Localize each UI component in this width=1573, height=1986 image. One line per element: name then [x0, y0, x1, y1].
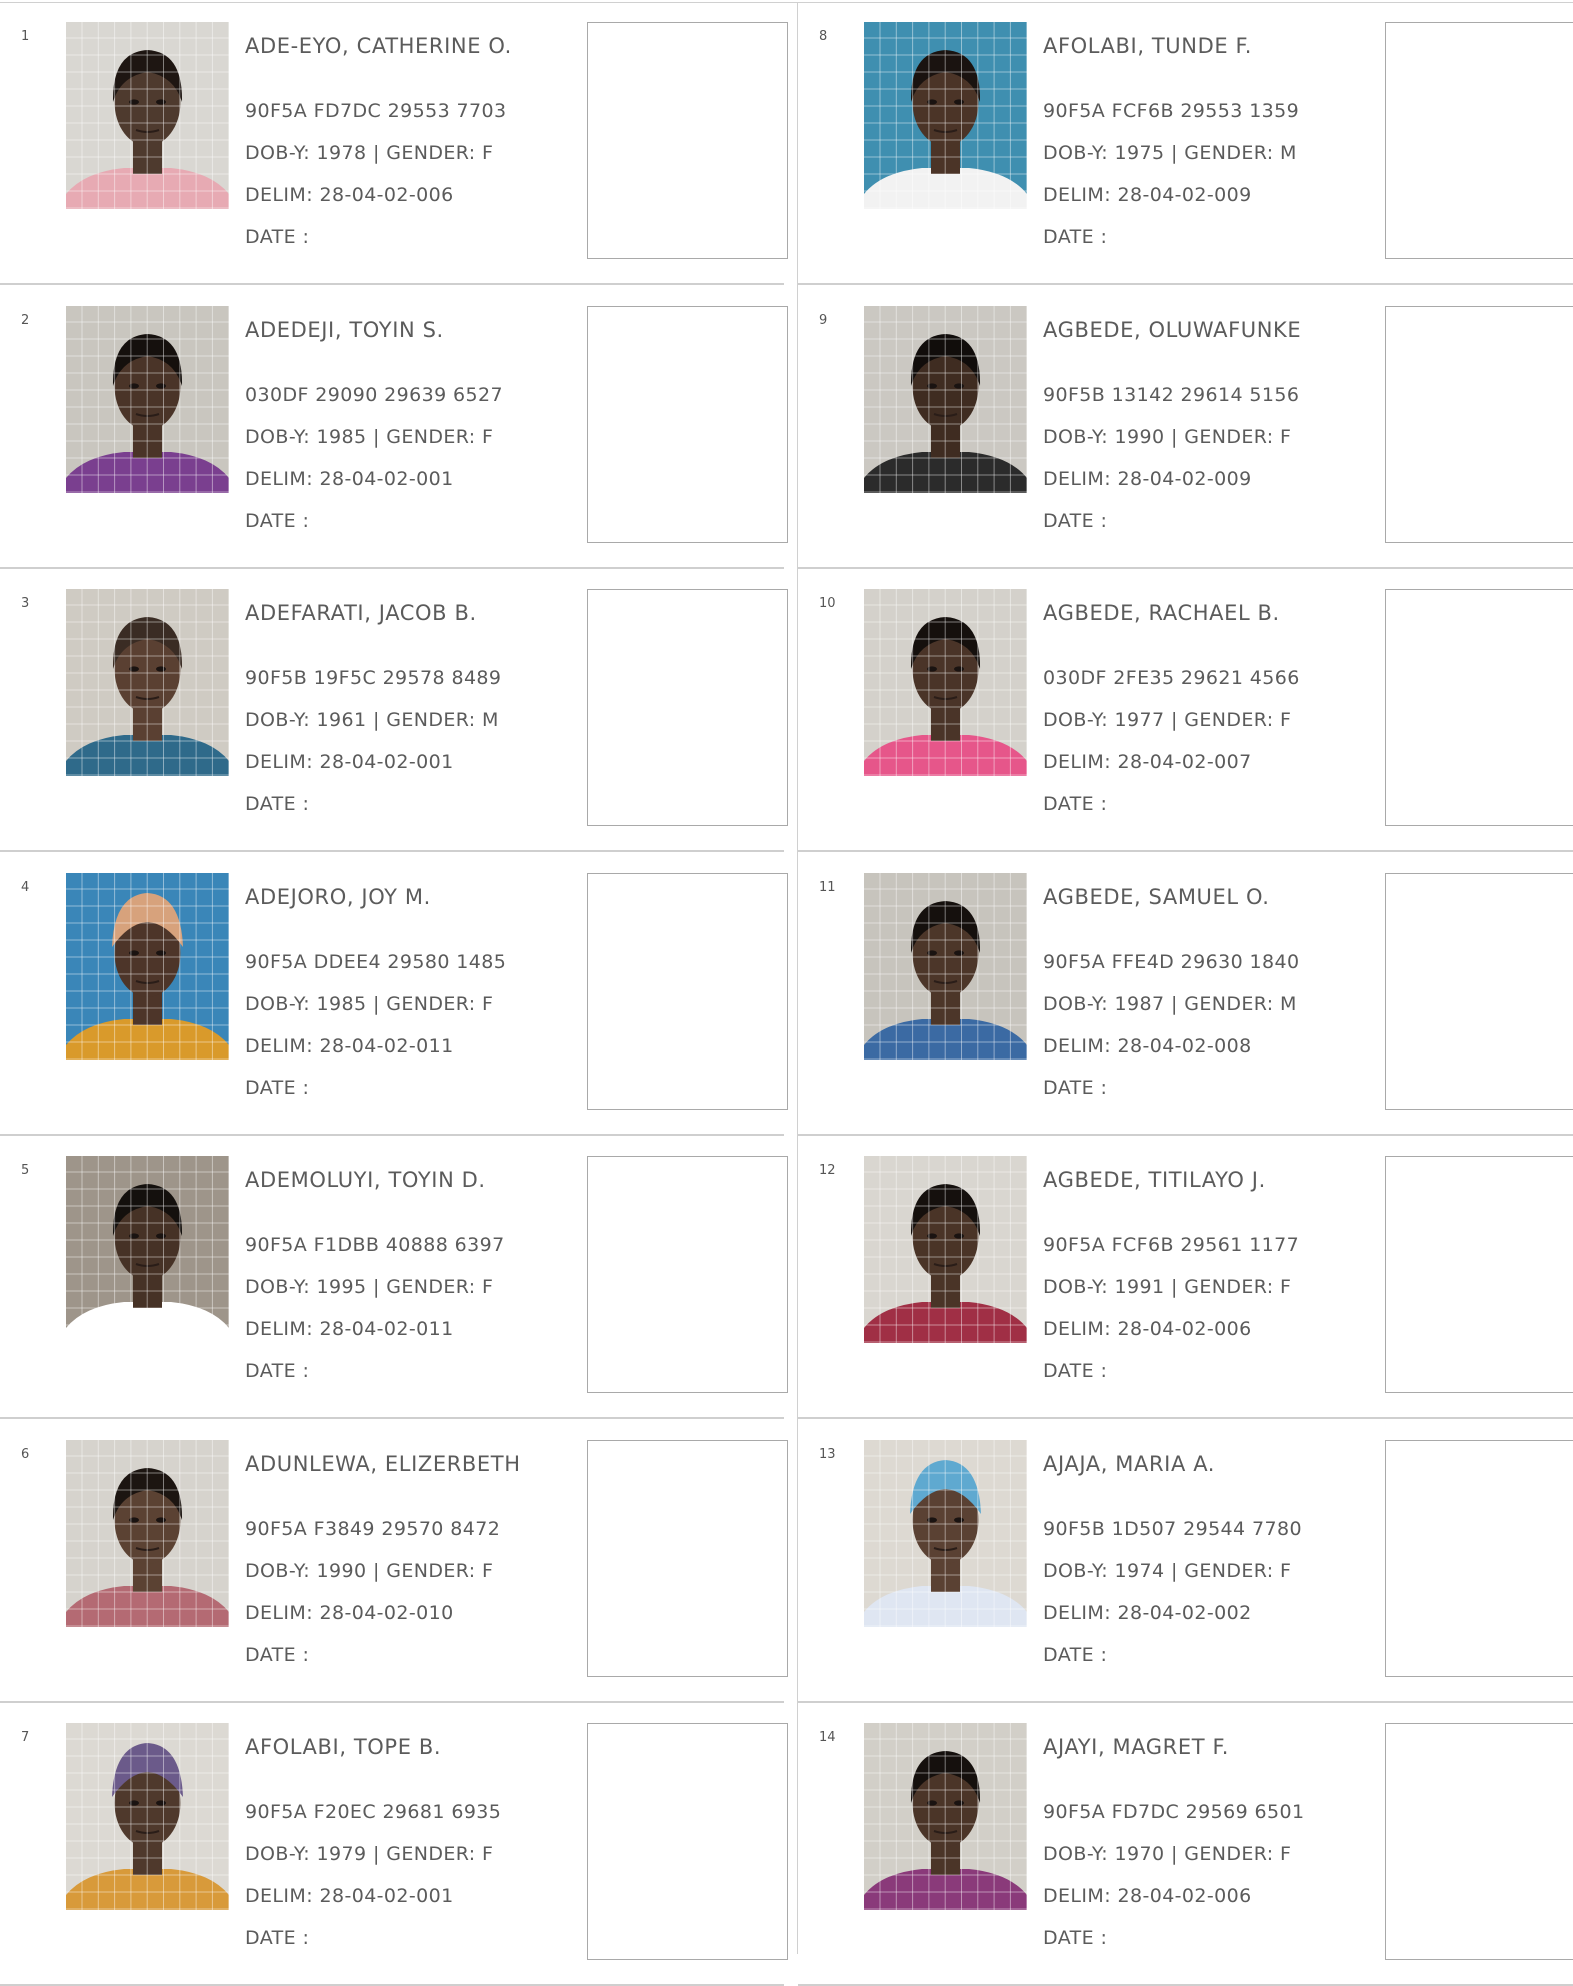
voter-name: ADE-EYO, CATHERINE O. — [245, 34, 512, 58]
delim-line: DELIM: 28-04-02-009 — [1043, 467, 1252, 490]
voter-photo — [66, 306, 229, 493]
voter-id-number: 030DF 2FE35 29621 4566 — [1043, 667, 1300, 689]
record-card — [798, 1137, 1573, 1419]
delim-line: DELIM: 28-04-02-001 — [245, 1885, 454, 1907]
record-card — [0, 1137, 784, 1419]
dob-gender-line: DOB-Y: 1970 | GENDER: F — [1043, 1843, 1292, 1865]
date-line: DATE : — [245, 1076, 310, 1099]
voter-name: ADUNLEWA, ELIZERBETH — [245, 1451, 521, 1476]
record-index: 8 — [819, 29, 828, 44]
voter-photo — [864, 306, 1027, 493]
signature-box — [587, 22, 788, 259]
record-index: 6 — [21, 1446, 30, 1462]
record-index: 4 — [21, 879, 30, 895]
voter-photo — [864, 589, 1027, 776]
record-card — [0, 287, 784, 569]
dob-gender-line: DOB-Y: 1985 | GENDER: F — [245, 425, 494, 448]
record-card — [798, 287, 1573, 569]
dob-gender-line: DOB-Y: 1979 | GENDER: F — [245, 1843, 494, 1865]
voter-id-number: 90F5A DDEE4 29580 1485 — [245, 950, 507, 973]
date-line: DATE : — [1043, 226, 1108, 248]
voter-photo — [864, 22, 1027, 209]
dob-gender-line: DOB-Y: 1978 | GENDER: F — [245, 142, 494, 164]
voter-photo — [66, 1723, 229, 1910]
voter-id-number: 90F5A FD7DC 29553 7703 — [245, 100, 507, 122]
delim-line: DELIM: 28-04-02-011 — [245, 1318, 454, 1340]
voter-photo — [66, 1440, 229, 1627]
record-index: 1 — [21, 29, 30, 44]
delim-line: DELIM: 28-04-02-006 — [1043, 1885, 1252, 1907]
voter-name: ADEJORO, JOY M. — [245, 884, 431, 909]
record-index: 5 — [21, 1163, 30, 1178]
signature-box — [587, 1440, 788, 1677]
voter-id-number: 90F5A F20EC 29681 6935 — [245, 1801, 502, 1823]
dob-gender-line: DOB-Y: 1987 | GENDER: M — [1043, 992, 1297, 1015]
signature-box — [1385, 1156, 1573, 1393]
voter-name: ADEDEJI, TOYIN S. — [245, 317, 444, 342]
voter-name: AGBEDE, OLUWAFUNKE — [1043, 317, 1302, 342]
voter-id-number: 90F5A FCF6B 29553 1359 — [1043, 100, 1300, 122]
date-line: DATE : — [245, 793, 310, 815]
record-card — [0, 854, 784, 1136]
voter-name: AFOLABI, TOPE B. — [245, 1735, 442, 1759]
delim-line: DELIM: 28-04-02-009 — [1043, 184, 1252, 206]
voter-id-number: 90F5A F3849 29570 8472 — [245, 1517, 501, 1540]
date-line: DATE : — [1043, 1643, 1108, 1666]
dob-gender-line: DOB-Y: 1974 | GENDER: F — [1043, 1559, 1292, 1582]
record-index: 14 — [819, 1730, 836, 1745]
signature-box — [1385, 306, 1573, 543]
signature-box — [1385, 873, 1573, 1110]
voter-name: AJAYI, MAGRET F. — [1043, 1735, 1230, 1759]
voter-photo — [864, 1156, 1027, 1343]
date-line: DATE : — [245, 1927, 310, 1949]
delim-line: DELIM: 28-04-02-008 — [1043, 1034, 1252, 1057]
record-card — [798, 1421, 1573, 1703]
record-card — [798, 854, 1573, 1136]
dob-gender-line: DOB-Y: 1985 | GENDER: F — [245, 992, 494, 1015]
delim-line: DELIM: 28-04-02-002 — [1043, 1601, 1252, 1624]
record-card — [0, 3, 784, 285]
voter-photo — [66, 1156, 229, 1343]
voter-name: ADEMOLUYI, TOYIN D. — [245, 1168, 486, 1192]
dob-gender-line: DOB-Y: 1961 | GENDER: M — [245, 709, 499, 731]
record-index: 12 — [819, 1163, 836, 1178]
date-line: DATE : — [245, 1360, 310, 1382]
signature-box — [587, 589, 788, 826]
dob-gender-line: DOB-Y: 1990 | GENDER: F — [1043, 425, 1292, 448]
voter-id-number: 90F5B 1D507 29544 7780 — [1043, 1517, 1302, 1540]
date-line: DATE : — [1043, 793, 1108, 815]
date-line: DATE : — [1043, 1076, 1108, 1099]
delim-line: DELIM: 28-04-02-006 — [1043, 1318, 1252, 1340]
signature-box — [587, 1156, 788, 1393]
date-line: DATE : — [245, 509, 310, 532]
dob-gender-line: DOB-Y: 1991 | GENDER: F — [1043, 1276, 1292, 1298]
record-index: 7 — [21, 1730, 30, 1745]
date-line: DATE : — [1043, 1360, 1108, 1382]
voter-name: ADEFARATI, JACOB B. — [245, 601, 477, 625]
signature-box — [587, 1723, 788, 1960]
signature-box — [1385, 22, 1573, 259]
signature-box — [587, 873, 788, 1110]
record-index: 2 — [21, 312, 30, 328]
voter-id-number: 90F5B 19F5C 29578 8489 — [245, 667, 502, 689]
voter-name: AGBEDE, RACHAEL B. — [1043, 601, 1280, 625]
delim-line: DELIM: 28-04-02-001 — [245, 751, 454, 773]
delim-line: DELIM: 28-04-02-010 — [245, 1601, 454, 1624]
signature-box — [587, 306, 788, 543]
record-index: 9 — [819, 312, 828, 328]
voter-name: AJAJA, MARIA A. — [1043, 1451, 1216, 1476]
record-index: 13 — [819, 1446, 836, 1462]
voter-name: AGBEDE, TITILAYO J. — [1043, 1168, 1266, 1192]
signature-box — [1385, 1723, 1573, 1960]
voter-id-number: 90F5A FD7DC 29569 6501 — [1043, 1801, 1305, 1823]
record-index: 10 — [819, 596, 836, 611]
voter-id-number: 90F5B 13142 29614 5156 — [1043, 383, 1300, 406]
voter-photo — [864, 1440, 1027, 1627]
record-index: 3 — [21, 596, 30, 611]
signature-box — [1385, 1440, 1573, 1677]
date-line: DATE : — [1043, 509, 1108, 532]
voter-id-number: 90F5A F1DBB 40888 6397 — [245, 1234, 505, 1256]
voter-id-number: 030DF 29090 29639 6527 — [245, 383, 503, 406]
record-card — [798, 3, 1573, 285]
dob-gender-line: DOB-Y: 1990 | GENDER: F — [245, 1559, 494, 1582]
delim-line: DELIM: 28-04-02-007 — [1043, 751, 1252, 773]
delim-line: DELIM: 28-04-02-006 — [245, 184, 454, 206]
record-card — [798, 1704, 1573, 1986]
voter-photo — [66, 873, 229, 1060]
delim-line: DELIM: 28-04-02-001 — [245, 467, 454, 490]
date-line: DATE : — [245, 1643, 310, 1666]
dob-gender-line: DOB-Y: 1995 | GENDER: F — [245, 1276, 494, 1298]
record-card — [0, 570, 784, 852]
record-index: 11 — [819, 879, 836, 895]
dob-gender-line: DOB-Y: 1977 | GENDER: F — [1043, 709, 1292, 731]
voter-id-number: 90F5A FCF6B 29561 1177 — [1043, 1234, 1300, 1256]
signature-box — [1385, 589, 1573, 826]
voter-photo — [864, 873, 1027, 1060]
voter-id-number: 90F5A FFE4D 29630 1840 — [1043, 950, 1300, 973]
record-card — [0, 1421, 784, 1703]
record-card — [0, 1704, 784, 1986]
voter-photo — [66, 22, 229, 209]
voter-photo — [864, 1723, 1027, 1910]
dob-gender-line: DOB-Y: 1975 | GENDER: M — [1043, 142, 1297, 164]
date-line: DATE : — [245, 226, 310, 248]
delim-line: DELIM: 28-04-02-011 — [245, 1034, 454, 1057]
date-line: DATE : — [1043, 1927, 1108, 1949]
voter-name: AGBEDE, SAMUEL O. — [1043, 884, 1270, 909]
voter-name: AFOLABI, TUNDE F. — [1043, 34, 1253, 58]
voter-photo — [66, 589, 229, 776]
record-card — [798, 570, 1573, 852]
